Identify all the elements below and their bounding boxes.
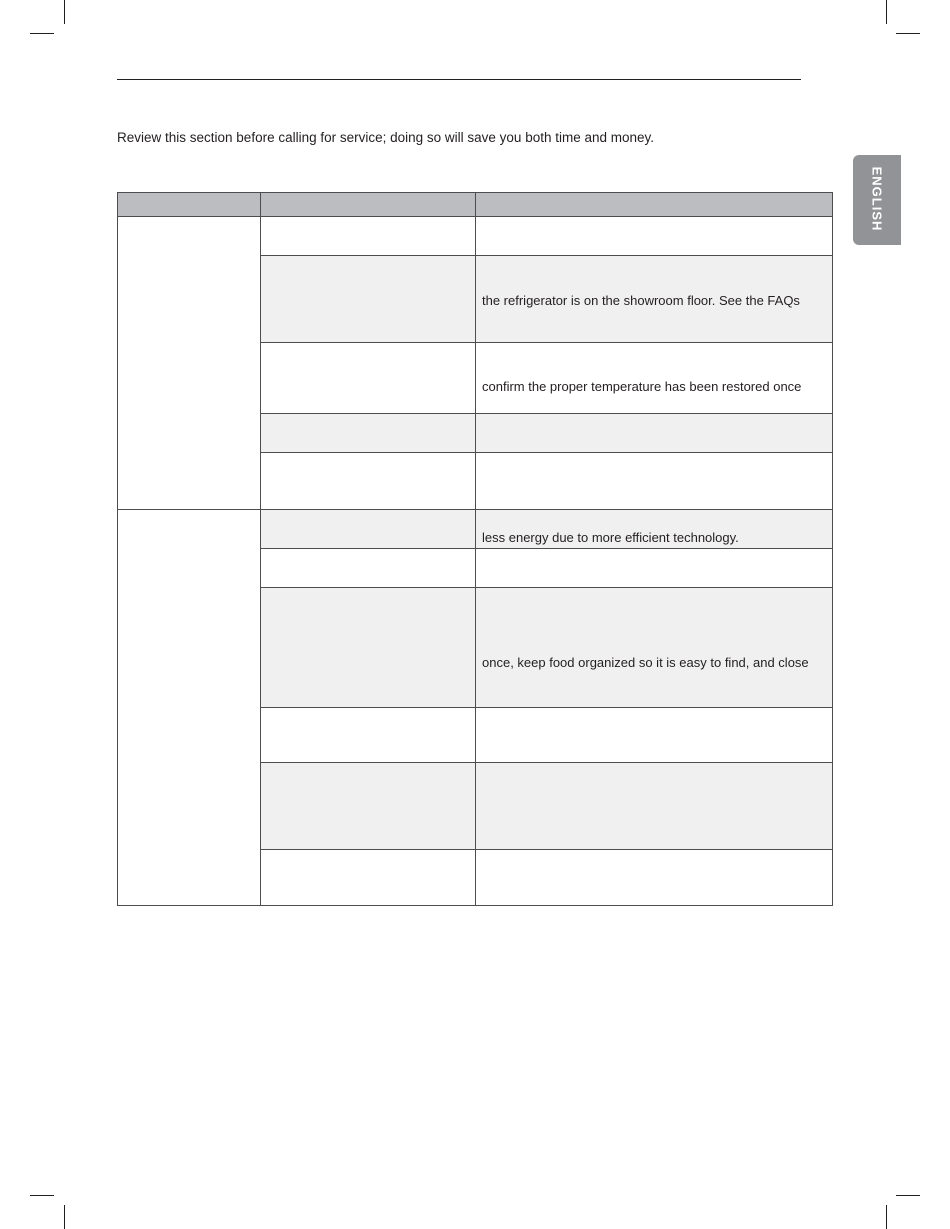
cause-cell <box>260 509 476 549</box>
language-tab <box>853 155 901 245</box>
crop-mark <box>886 0 887 24</box>
cause-cell <box>260 255 476 343</box>
crop-mark <box>896 33 920 34</box>
solution-cell <box>475 413 833 453</box>
solution-text: once, keep food organized so it is easy to find, and close <box>482 655 809 670</box>
cause-cell <box>260 342 476 414</box>
problem-cell <box>117 509 261 906</box>
cause-cell <box>260 216 476 256</box>
solution-cell <box>475 342 833 414</box>
solution-cell <box>475 849 833 906</box>
solution-text: less energy due to more efficient technology. <box>482 530 739 545</box>
solution-text: the refrigerator is on the showroom floor. See the FAQs <box>482 293 800 308</box>
crop-mark <box>64 1205 65 1229</box>
troubleshooting-table <box>117 192 833 906</box>
intro-text: Review this section before calling for service; doing so will save you both time and money. <box>117 130 655 145</box>
solution-cell <box>475 707 833 763</box>
cause-cell <box>260 707 476 763</box>
solution-cell <box>475 216 833 256</box>
cause-cell <box>260 762 476 850</box>
header-rule <box>117 79 801 80</box>
problem-cell <box>117 216 261 510</box>
crop-mark <box>896 1195 920 1196</box>
solution-cell <box>475 255 833 343</box>
solution-cell <box>475 762 833 850</box>
language-tab-label: ENGLISH <box>869 166 885 232</box>
solution-cell <box>475 509 833 549</box>
cause-cell <box>260 452 476 510</box>
solution-cell <box>475 548 833 588</box>
cause-cell <box>260 413 476 453</box>
cause-cell <box>260 849 476 906</box>
crop-mark <box>30 33 54 34</box>
crop-mark <box>886 1205 887 1229</box>
crop-mark <box>30 1195 54 1196</box>
table-header-cause <box>260 192 476 217</box>
table-header-problem <box>117 192 261 217</box>
solution-text: confirm the proper temperature has been restored once <box>482 379 802 394</box>
cause-cell <box>260 548 476 588</box>
solution-cell <box>475 452 833 510</box>
table-header-solution <box>475 192 833 217</box>
cause-cell <box>260 587 476 708</box>
solution-cell <box>475 587 833 708</box>
crop-mark <box>64 0 65 24</box>
